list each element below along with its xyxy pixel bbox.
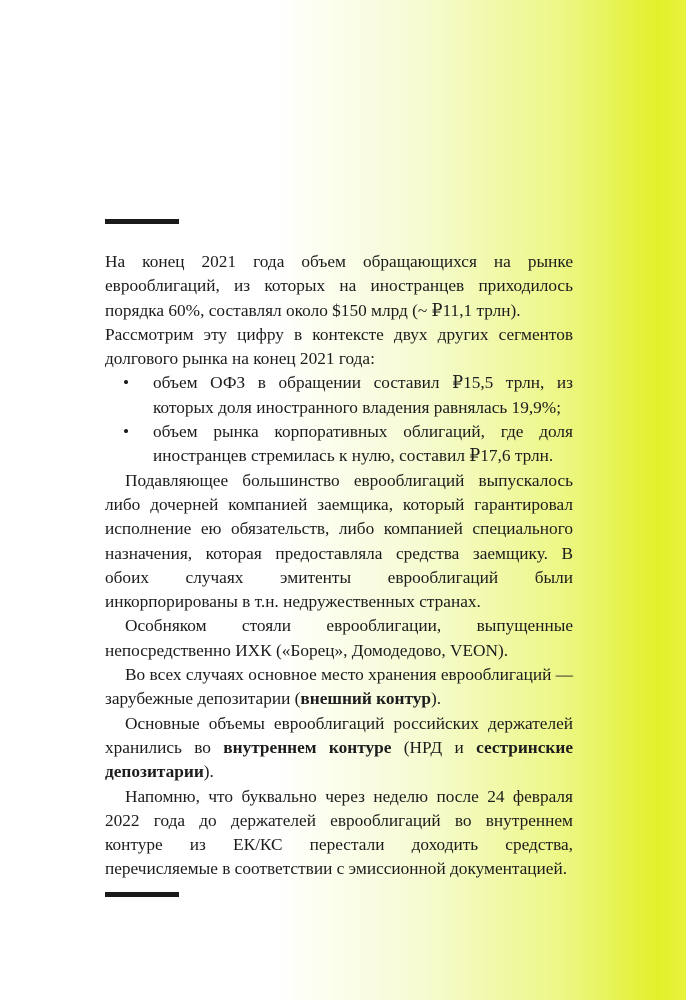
top-divider-bar — [105, 219, 179, 224]
bottom-divider-bar — [105, 892, 179, 897]
paragraph-issuers: Подавляющее большинство еврооблигаций выпускалось либо дочерней компанией заемщика, который гарантировал исполнение ею обязательств, либо компанией специального назначения, которая предоставляла средства заемщику. В обоих случаях эмитенты еврооблигаций были инкорпорированы в т.н. недружественных странах. — [105, 470, 573, 612]
paragraph-context: Рассмотрим эту цифру в контексте двух других сегментов долгового рынка на конец 2021 года: — [105, 324, 573, 369]
text-run: ). — [431, 689, 442, 709]
paragraph-internal-contour — [105, 712, 573, 785]
bold-term-external-contour: внешний контур — [300, 689, 432, 709]
bold-term-sister-depositories: сестринские депозитарии — [105, 737, 573, 782]
paragraph-eurobonds-volume: На конец 2021 года объем обращающихся на рынке еврооблигаций, из которых на иностранцев приходилось порядка 60%, составлял около $150 млрд (~ ₽11,1 трлн). — [105, 252, 573, 320]
text-run: Основные объемы еврооблигаций российских держателей хранились во — [105, 713, 573, 757]
bold-term-internal-contour: внутреннем контуре — [223, 737, 392, 757]
paragraph-direct-issues: Особняком стояли еврооблигации, выпущенные непосредственно ИХК («Борец», Домодедово, VEON). — [105, 616, 573, 660]
paragraph-payments-stopped: Напомню, что буквально через неделю после 24 февраля 2022 года до держателей еврооблигаций во внутреннем контуре из ЕК/КС перестали доходить средства, перечисляемые в соответствии с эмиссионной документацией. — [105, 786, 573, 879]
bullet-list — [105, 371, 573, 468]
text-run: (НРД и — [391, 737, 477, 757]
page-text — [105, 250, 573, 882]
text-run: Во всех случаях основное место хранения еврооблигаций — зарубежные депозитарии ( — [105, 665, 573, 709]
bullet-ofz: • объем ОФЗ в обращении составил ₽15,5 трлн, из которых доля иностранного владения равнялась 19,9%; — [105, 371, 573, 420]
bullet-corporate-bonds: • объем рынка корпоративных облигаций, где доля иностранцев стремилась к нулю, составил ₽17,6 трлн. — [105, 420, 573, 469]
text-run: ). — [203, 762, 214, 782]
paragraph-external-contour — [105, 663, 573, 712]
